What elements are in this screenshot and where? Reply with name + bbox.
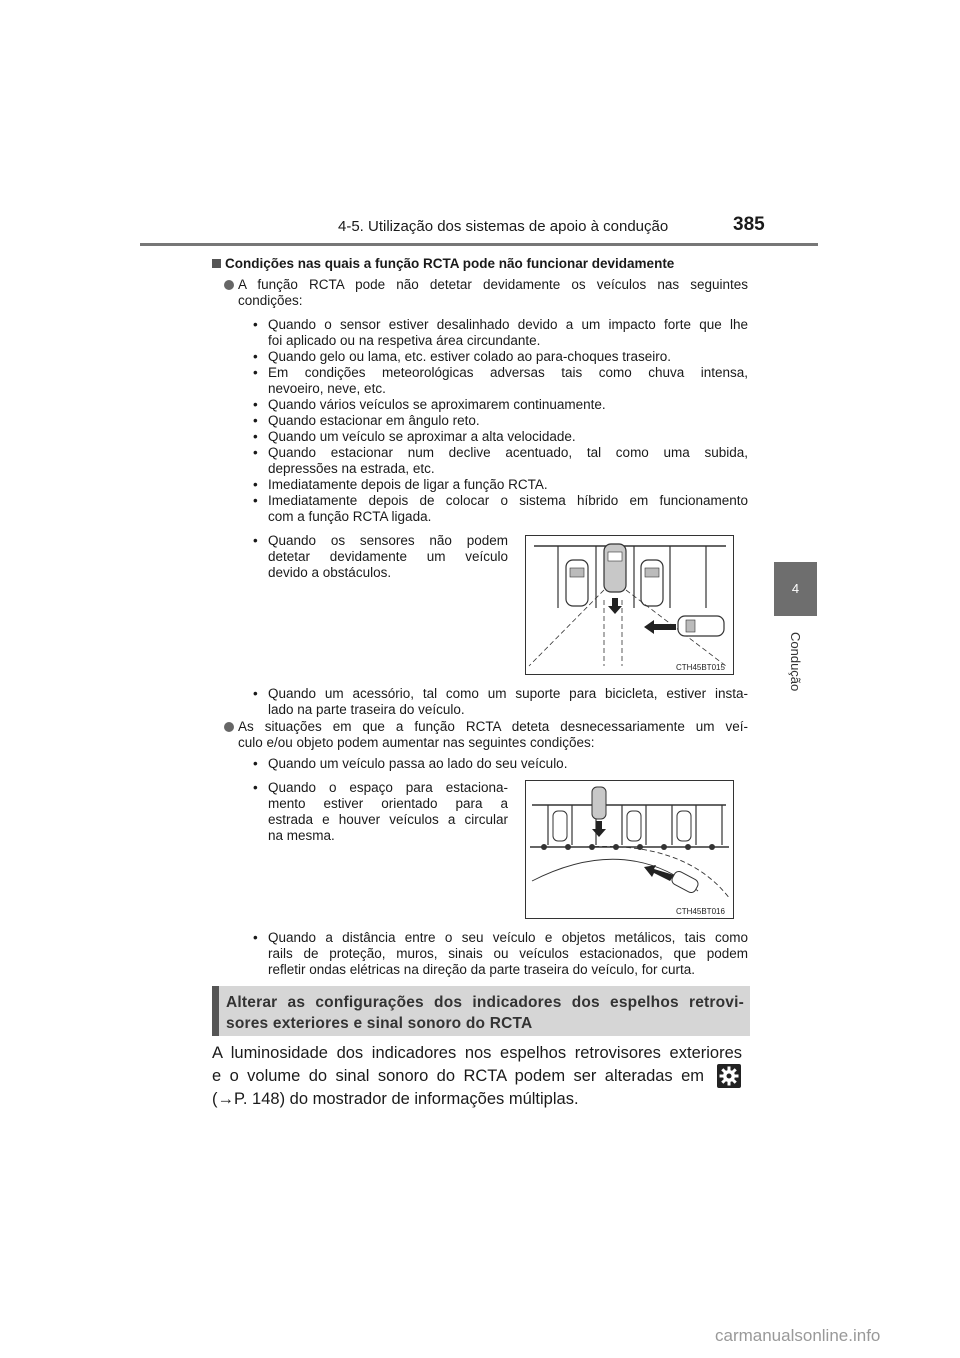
list-item: • Quando a distância entre o seu veículo e objetos metálicos, tais como rails de proteção, muros, sinais ou veículos estacionados, que podem refletir ondas elétricas na direção da parte traseira do veículo, for curta.: [253, 930, 748, 977]
figure-code: CTH45BT016: [676, 907, 725, 916]
list-item: • Quando o sensor estiver desalinhado devido a um impacto forte que lhe foi aplicado ou na respetiva área circundante.: [253, 317, 748, 348]
circle-bullet-icon: [224, 722, 234, 732]
section-heading: Condições nas quais a função RCTA pode não funcionar devidamente: [212, 256, 674, 271]
square-bullet-icon: [212, 259, 221, 268]
section-title: Alterar as configurações dos indicadores dos espelhos retrovi- sores exteriores e sinal sonoro do RCTA: [226, 994, 744, 1032]
header-divider: [140, 243, 818, 246]
list-item: • Em condições meteorológicas adversas tais como chuva intensa, nevoeiro, neve, etc.: [253, 365, 748, 396]
list-item: • Quando os sensores não podem detetar devidamente um veículo devido a obstáculos.: [253, 533, 508, 580]
figure-sensor-obstacles: [525, 535, 734, 675]
section-header: 4-5. Utilização dos sistemas de apoio à condução: [338, 218, 669, 235]
list-item: • Quando estacionar num declive acentuado, tal como uma subida, depressões na estrada, etc.: [253, 445, 748, 476]
bullet-paragraph: A função RCTA pode não detetar devidamente os veículos nas seguintes condições:: [238, 277, 748, 308]
chapter-tab: 4: [774, 562, 817, 616]
bullet-paragraph: As situações em que a função RCTA deteta desnecessariamente um veí- culo e/ou objeto podem aumentar nas seguintes condições:: [238, 719, 748, 750]
section-marker: [212, 986, 219, 1036]
road-parking-illustration: [526, 781, 733, 918]
section-title-bar: [212, 986, 750, 1036]
watermark: carmanualsonline.info: [715, 1326, 881, 1345]
list-item: • Imediatamente depois de colocar o sistema híbrido em funcionamento com a função RCTA ligada.: [253, 493, 748, 524]
circle-bullet-icon: [224, 280, 234, 290]
chapter-label: Condução: [788, 632, 803, 692]
page-number: 385: [733, 214, 765, 235]
figure-road-parking: [525, 780, 734, 919]
list-item: • Quando o espaço para estaciona- mento estiver orientado para a estrada e houver veículos a circular na mesma.: [253, 780, 508, 843]
parking-illustration: [526, 536, 733, 674]
list-item: • Quando um acessório, tal como um suporte para bicicleta, estiver insta- lado na parte traseira do veículo.: [253, 686, 748, 717]
settings-gear-icon: [717, 1064, 741, 1088]
body-paragraph: A luminosidade dos indicadores nos espelhos retrovisores exteriores e o volume do sinal sonoro do RCTA podem ser alteradas em (→P. 148) do mostrador de informações múltiplas.: [212, 1044, 742, 1108]
figure-code: CTH45BT015: [676, 663, 725, 672]
